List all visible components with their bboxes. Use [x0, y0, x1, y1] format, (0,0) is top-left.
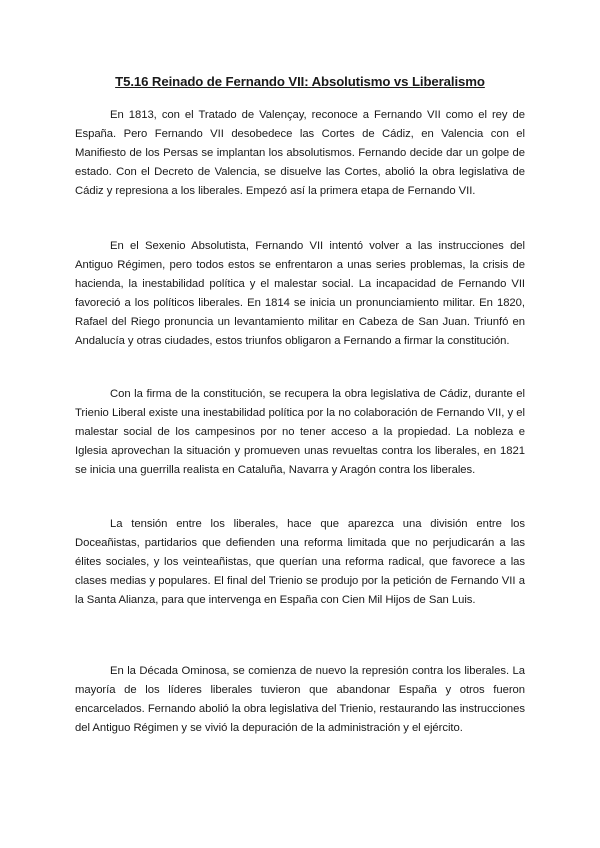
paragraph-decada-ominosa: En la Década Ominosa, se comienza de nuevo la represión contra los liberales. La mayoría de los líderes liberales tuvieron que abandonar España y otros fueron encarcelados. Fernando abolió la obra legislativa del Trienio, restaurando las instrucciones del Antiguo Régimen y se vivió la depuración de la administración y el ejército. — [75, 665, 525, 735]
paragraph-trienio-liberal: Con la firma de la constitución, se recupera la obra legislativa de Cádiz, durante el Trienio Liberal existe una inestabilidad política por la no colaboración de Fernando VII, y el malestar social de los campesinos por no tener acceso a la propiedad. La nobleza e Iglesia aprovechan la situación y promueven unas revueltas contra los liberales, en 1821 se inicia una guerrilla realista en Cataluña, Navarra y Aragón contra los liberales. — [75, 388, 525, 477]
paragraph-treaty-valencay: En 1813, con el Tratado de Valençay, reconoce a Fernando VII como el rey de España. Pero Fernando VII desobedece las Cortes de Cádiz, en Valencia con el Manifiesto de los Persas se implantan los absolutismos. Fernando decide dar un golpe de estado. Con el Decreto de Valencia, se disuelve las Cortes, abolió la obra legislativa de Cádiz y represiona a los liberales. Empezó así la primera etapa de Fernando VII. — [75, 109, 525, 198]
paragraph-sexenio-absolutista: En el Sexenio Absolutista, Fernando VII intentó volver a las instrucciones del Antiguo Régimen, pero todos estos se enfrentaron a unas series problemas, la crisis de hacienda, la inestabilidad política y el malestar social. La incapacidad de Fernando VII favoreció a los políticos liberales. En 1814 se inicia un pronunciamiento militar. En 1820, Rafael del Riego pronuncia un levantamiento militar en Cabeza de San Juan. Triunfó en Andalucía y otras ciudades, estos triunfos obligaron a Fernando a firmar la constitución. — [75, 240, 525, 348]
document-title: T5.16 Reinado de Fernando VII: Absolutismo vs Liberalismo — [115, 74, 485, 89]
paragraph-liberal-division: La tensión entre los liberales, hace que aparezca una división entre los Doceañistas, partidarios que defienden una reforma limitada que no perjudicarán a las élites sociales, y los veinteañistas, que querían una reforma radical, que favorece a las clases medias y populares. El final del Trienio se produjo por la petición de Fernando VII a la Santa Alianza, para que intervenga en España con Cien Mil Hijos de San Luis. — [75, 518, 525, 607]
